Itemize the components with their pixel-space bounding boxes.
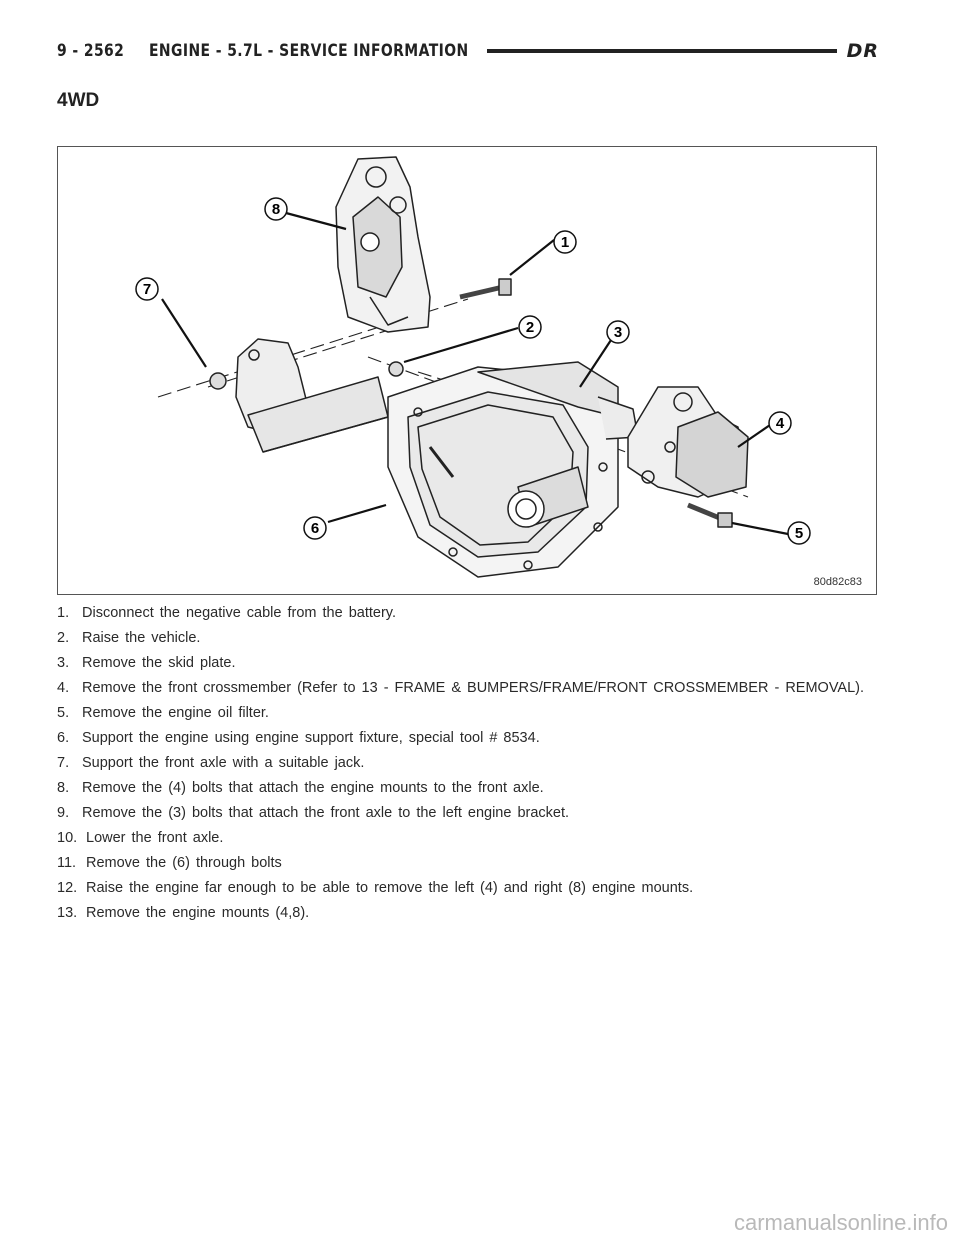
callout-2 xyxy=(519,316,541,338)
page-header xyxy=(57,36,879,66)
list-item: 9. Remove the (3) bolts that attach the front axle to the left engine bracket. xyxy=(57,805,570,821)
list-item: 1. Disconnect the negative cable from the battery. xyxy=(57,605,396,621)
list-item: 3. Remove the skid plate. xyxy=(57,655,236,671)
engine-mount-illustration xyxy=(58,147,876,594)
list-item: 12. Raise the engine far enough to be able to remove the left (4) and right (8) engine mounts. xyxy=(57,880,694,896)
list-item: 13. Remove the engine mounts (4,8). xyxy=(57,905,310,921)
list-item: 8. Remove the (4) bolts that attach the engine mounts to the front axle. xyxy=(57,780,544,796)
list-item: 10. Lower the front axle. xyxy=(57,830,224,846)
svg-text:2: 2 xyxy=(525,319,535,336)
section-title: 4WD xyxy=(57,90,100,111)
svg-text:8: 8 xyxy=(271,201,281,218)
svg-text:5: 5 xyxy=(794,525,804,542)
callout-1 xyxy=(554,231,576,253)
exploded-diagram xyxy=(57,146,877,595)
svg-text:7: 7 xyxy=(142,281,152,298)
callout-3 xyxy=(607,321,629,343)
figure-code: 80d82c83 xyxy=(813,576,862,588)
watermark: carmanualsonline.info xyxy=(733,1210,948,1235)
callout-8 xyxy=(265,198,287,220)
header-title: ENGINE - 5.7L - SERVICE INFORMATION xyxy=(149,41,469,61)
list-item: 5. Remove the engine oil filter. xyxy=(57,705,269,721)
callout-7 xyxy=(136,278,158,300)
callout-6 xyxy=(304,517,326,539)
list-item: 7. Support the front axle with a suitable jack. xyxy=(57,755,365,771)
list-item: 11. Remove the (6) through bolts xyxy=(57,855,282,871)
callout-4 xyxy=(769,412,791,434)
list-item: 6. Support the engine using engine support fixture, special tool # 8534. xyxy=(57,730,540,746)
callout-5 xyxy=(788,522,810,544)
header-rule xyxy=(487,49,837,53)
svg-text:1: 1 xyxy=(560,234,570,251)
page-number: 9 - 2562 xyxy=(57,41,125,61)
svg-text:4: 4 xyxy=(775,415,785,432)
procedure-steps xyxy=(57,604,879,929)
list-item: 4. Remove the front crossmember (Refer to 13 - FRAME & BUMPERS/FRAME/FRONT CROSSMEMBER - REMOVAL). xyxy=(57,680,865,696)
svg-text:3: 3 xyxy=(613,324,623,341)
model-code: DR xyxy=(846,40,879,62)
svg-text:6: 6 xyxy=(310,520,320,537)
list-item: 2. Raise the vehicle. xyxy=(57,630,201,646)
